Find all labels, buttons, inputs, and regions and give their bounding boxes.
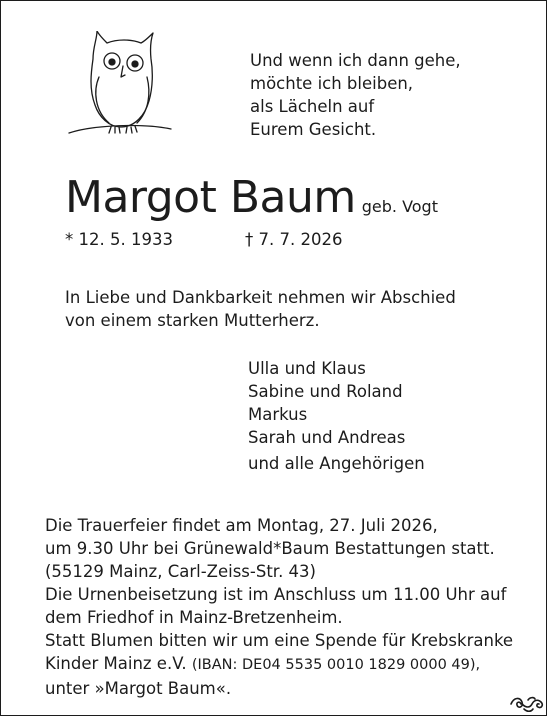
mourners-list [248,357,425,475]
poem-line: möchte ich bleiben, [250,74,414,93]
owl-icon [63,31,173,139]
funeral-details [45,514,513,700]
birth-name: geb. Vogt [361,197,438,216]
details-line: (55129 Mainz, Carl-Zeiss-Str. 43) [45,562,316,581]
details-line: Die Trauerfeier findet am Montag, 27. Juli 2026, [45,516,438,535]
donation-recipient: Kinder Mainz e.V. [45,654,192,673]
deceased-name: Margot Baum [65,172,356,223]
poem-line: Eurem Gesicht. [250,120,377,139]
death-date: † 7. 7. 2026 [245,230,343,249]
details-line [45,652,513,677]
dedication [65,286,456,332]
mourner: Sabine und Roland [248,382,403,401]
details-line: um 9.30 Uhr bei Grünewald*Baum Bestattungen statt. [45,539,495,558]
iban: (IBAN: DE04 5535 0010 1829 0000 49), [191,657,481,673]
mourner: Ulla und Klaus [248,359,366,378]
details-line: Statt Blumen bitten wir um eine Spende für Krebskranke [45,631,514,650]
poem [250,49,461,141]
birth-date: * 12. 5. 1933 [65,230,173,249]
details-line: unter »Margot Baum«. [45,679,232,698]
name-row [65,173,438,223]
mourner: und alle Angehörigen [248,454,425,473]
poem-line: Und wenn ich dann gehe, [250,51,461,70]
ornament-icon [508,694,546,714]
mourner: Sarah und Andreas [248,428,406,447]
details-line: Die Urnenbeisetzung ist im Anschluss um 11.00 Uhr auf [45,585,507,604]
mourner: Markus [248,405,308,424]
dedication-line: von einem starken Mutterherz. [65,311,320,330]
details-line: dem Friedhof in Mainz-Bretzenheim. [45,608,343,627]
poem-line: als Lächeln auf [250,97,375,116]
dedication-line: In Liebe und Dankbarkeit nehmen wir Abschied [65,288,456,307]
